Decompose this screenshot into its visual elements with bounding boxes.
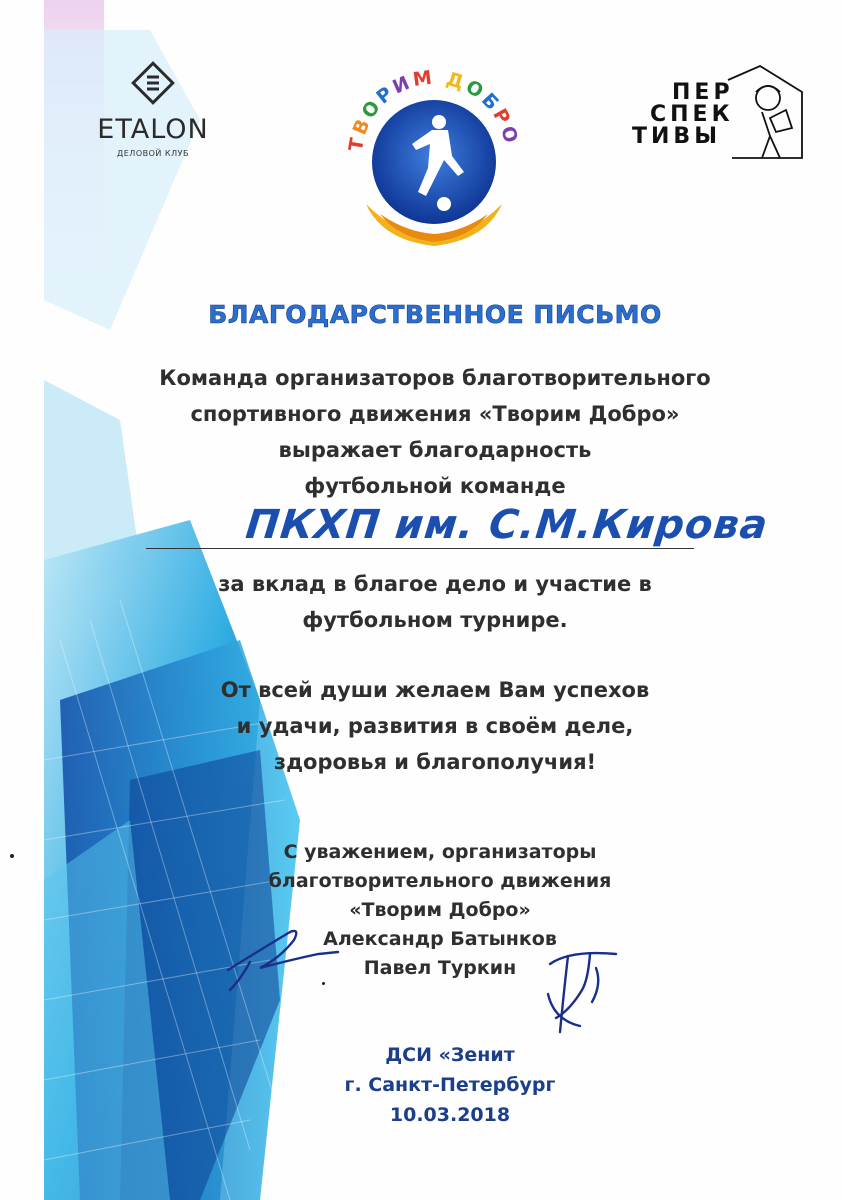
etalon-logo: [88, 60, 218, 158]
tvorim-dobro-logo: [336, 64, 532, 250]
tvorim-dobro-wordmark: ТВОРИМ ДОБ Р О: [344, 66, 523, 153]
closing-block: [200, 838, 680, 983]
intro-line-4: футбольной команде: [304, 474, 566, 498]
perspektivy-line-2: СПЕК: [650, 102, 734, 127]
footer-venue: ДСИ «Зенит: [385, 1044, 515, 1066]
recipient-name: ПКХП им. С.М.Кирова: [243, 502, 771, 548]
wishes-paragraph: [120, 672, 750, 780]
closing-line-4: Александр Батынков: [323, 928, 557, 950]
contribution-line-2: футбольном турнире.: [302, 608, 568, 632]
closing-line-1: С уважением, организаторы: [283, 841, 597, 863]
intro-paragraph: [120, 360, 750, 504]
perspektivy-line-3: ТИВЫ: [632, 124, 721, 149]
footer-block: [300, 1040, 600, 1130]
etalon-subtitle: ДЕЛОВОЙ КЛУБ: [117, 149, 189, 158]
intro-line-1: Команда организаторов благотворительного: [159, 366, 711, 390]
intro-line-2: спортивного движения «Творим Добро»: [190, 402, 680, 426]
letter-title: БЛАГОДАРСТВЕННОЕ ПИСЬМО: [208, 300, 662, 329]
intro-line-3: выражает благодарность: [278, 438, 592, 462]
recipient-underline: [146, 548, 694, 549]
wishes-line-2: и удачи, развития в своём деле,: [236, 714, 634, 738]
closing-line-2: благотворительного движения: [268, 870, 612, 892]
contribution-line-1: за вклад в благое дело и участие в: [218, 572, 652, 596]
footer-city: г. Санкт-Петербург: [344, 1074, 556, 1096]
wishes-line-3: здоровья и благополучия!: [273, 750, 597, 774]
closing-line-3: «Творим Добро»: [349, 899, 531, 921]
etalon-emblem-icon: [130, 60, 176, 106]
contribution-paragraph: [120, 566, 750, 638]
footer-date: 10.03.2018: [389, 1104, 511, 1126]
wishes-line-1: От всей души желаем Вам успехов: [220, 678, 650, 702]
etalon-name: ETALON: [97, 114, 209, 145]
scan-speck: [10, 854, 14, 858]
perspektivy-logo: [620, 62, 810, 168]
closing-line-5: Павел Туркин: [363, 957, 517, 979]
perspektivy-line-1: ПЕР: [672, 80, 734, 105]
scan-speck: [322, 982, 325, 985]
